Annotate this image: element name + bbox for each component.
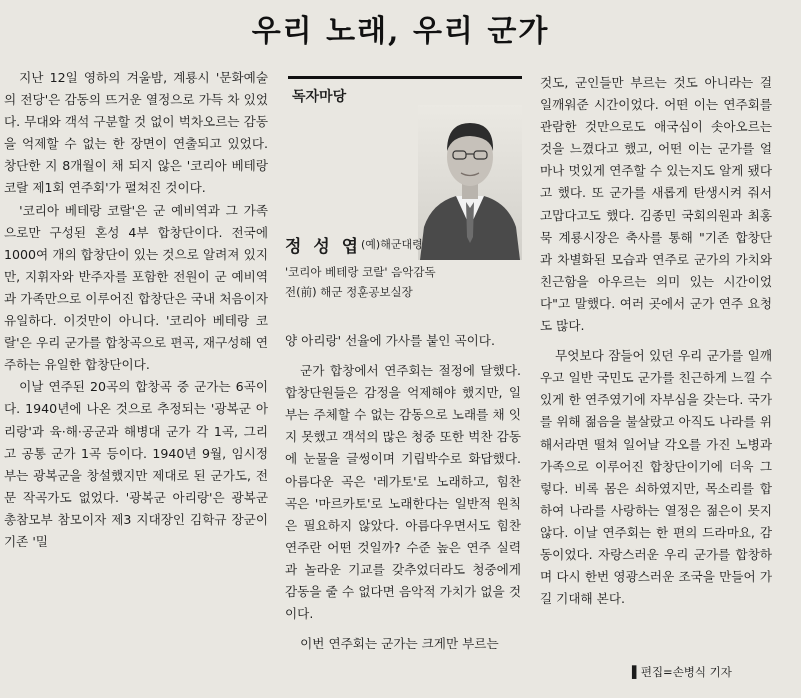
paragraph: 지난 12일 영하의 겨울밤, 계룡시 '문화예술의 전당'은 감동의 뜨거운 열정으로 가득 차 있었다. 무대와 객석 구분할 것 없이 벅차오르는 감동을 억제할 수 없는 한 장면이 연출되고 있었다. 창단한 지 8개월이 채 되지 않은 '코리아 베테랑 코랄 제1회 연주회'가 펼쳐진 것이다. (4, 70, 268, 196)
article-column-left (4, 67, 268, 553)
paragraph: 무엇보다 잠들어 있던 우리 군가를 일깨우고 일반 국민도 군가를 친근하게 느낄 수 있게 한 연주였기에 자부심을 갖는다. 국가를 위해 젊음을 불살랐고 아직도 나라를 위해서라면 떨쳐 일어날 각오를 가진 노병과 가족으로 이루어진 합창단이기에 더욱 그렇다. 비록 몸은 쇠하였지만, 목소리를 합하여 나라를 사랑하는 열정은 젊은이 못지않다. 이날 연주회는 한 편의 드라마요, 감동이었다. 자랑스러운 우리 군가를 합창하며 다시 한번 영광스러운 조국을 만들어 가길 기대해 본다. (540, 348, 772, 607)
author-title: (예)해군대령 (361, 238, 423, 251)
article-column-middle (285, 330, 521, 655)
author-affiliation-line: 전(前) 해군 정훈공보실장 (285, 285, 413, 299)
paragraph: 것도, 군인들만 부르는 것도 아니라는 걸 일깨워준 시간이었다. 어떤 이는 연주회를 관람한 것만으로도 애국심이 솟아오르는 것을 느꼈다고 했고, 어떤 이는 군가를 얼마나 멋있게 연주할 수 있는지도 알게 됐다고 했다. 또 군가를 새롭게 탄생시켜 줘서 고맙다고도 했다. 김종민 국회의원과 최홍묵 계룡시장은 축사를 통해 "기존 합창단과 차별화된 모습과 연주로 군가의 가치와 친근함을 아우르는 의미 있는 시간이었다"고 말했다. 여러 곳에서 군가 연주 요청도 많다. (540, 75, 772, 334)
author-affiliation-line: '코리아 베테랑 코랄' 음악감독 (285, 265, 436, 279)
paragraph: 이번 연주회는 군가는 크게만 부르는 (300, 636, 499, 652)
section-label: 독자마당 (292, 89, 347, 105)
paragraph: 양 아리랑' 선율에 가사를 붙인 곡이다. (285, 333, 495, 348)
paragraph: 이날 연주된 20곡의 합창곡 중 군가는 6곡이다. 1940년에 나온 것으로 추정되는 '광복군 아리랑'과 육·해·공군과 해병대 군가 각 1곡, 그리고 공통 군가 1곡 등이다. 1940년 9월, 임시정부는 광복군을 창설했지만 제대로 된 군가도, 전문 작곡가도 없었다. '광복군 아리랑'은 광복군 총참모부 참모이자 제3 지대장인 김학규 장군이 기존 '밀 (4, 379, 268, 549)
headline: 우리 노래, 우리 군가 (251, 14, 550, 49)
editor-byline: ▌편집=손병식 기자 (632, 665, 732, 679)
article-column-right (540, 72, 772, 610)
author-name: 정 성 엽 (285, 237, 362, 257)
author-affiliation (285, 262, 436, 302)
paragraph: '코리아 베테랑 코랄'은 군 예비역과 그 가족으로만 구성된 혼성 4부 합창단이다. 전국에 1000여 개의 합창단이 있는 것으로 알려져 있지만, 지휘자와 반주자를 포함한 전원이 군 예비역과 가족만으로 이루어진 합창단은 국내 처음이자 유일하다. 이것만이 아니다. '코리아 베테랑 코랄'은 우리 군가를 합창곡으로 편곡, 재구성해 연주하는 유일한 합창단이다. (4, 202, 268, 373)
author-photo (418, 105, 522, 260)
paragraph: 군가 합창에서 연주회는 절정에 달했다. 합창단원들은 감정을 억제해야 했지만, 일부는 주체할 수 없는 감동으로 노래를 채 잇지 못했고 객석의 많은 청중 또한 벅찬 감동에 눈물을 글썽이며 기립박수로 화답했다. 아름다운 곡은 '레가토'로 노래하고, 힘찬 곡은 '마르카토'로 노래한다는 일반적 원칙은 필요하지 않았다. 아름다우면서도 힘찬 연주란 어떤 것일까? 수준 높은 연주 실력과 놀라운 기교를 갖추었더라도 청중에게 감동을 줄 수 없다면 음악적 가치가 없을 것이다. (285, 363, 521, 622)
section-divider (288, 76, 522, 79)
